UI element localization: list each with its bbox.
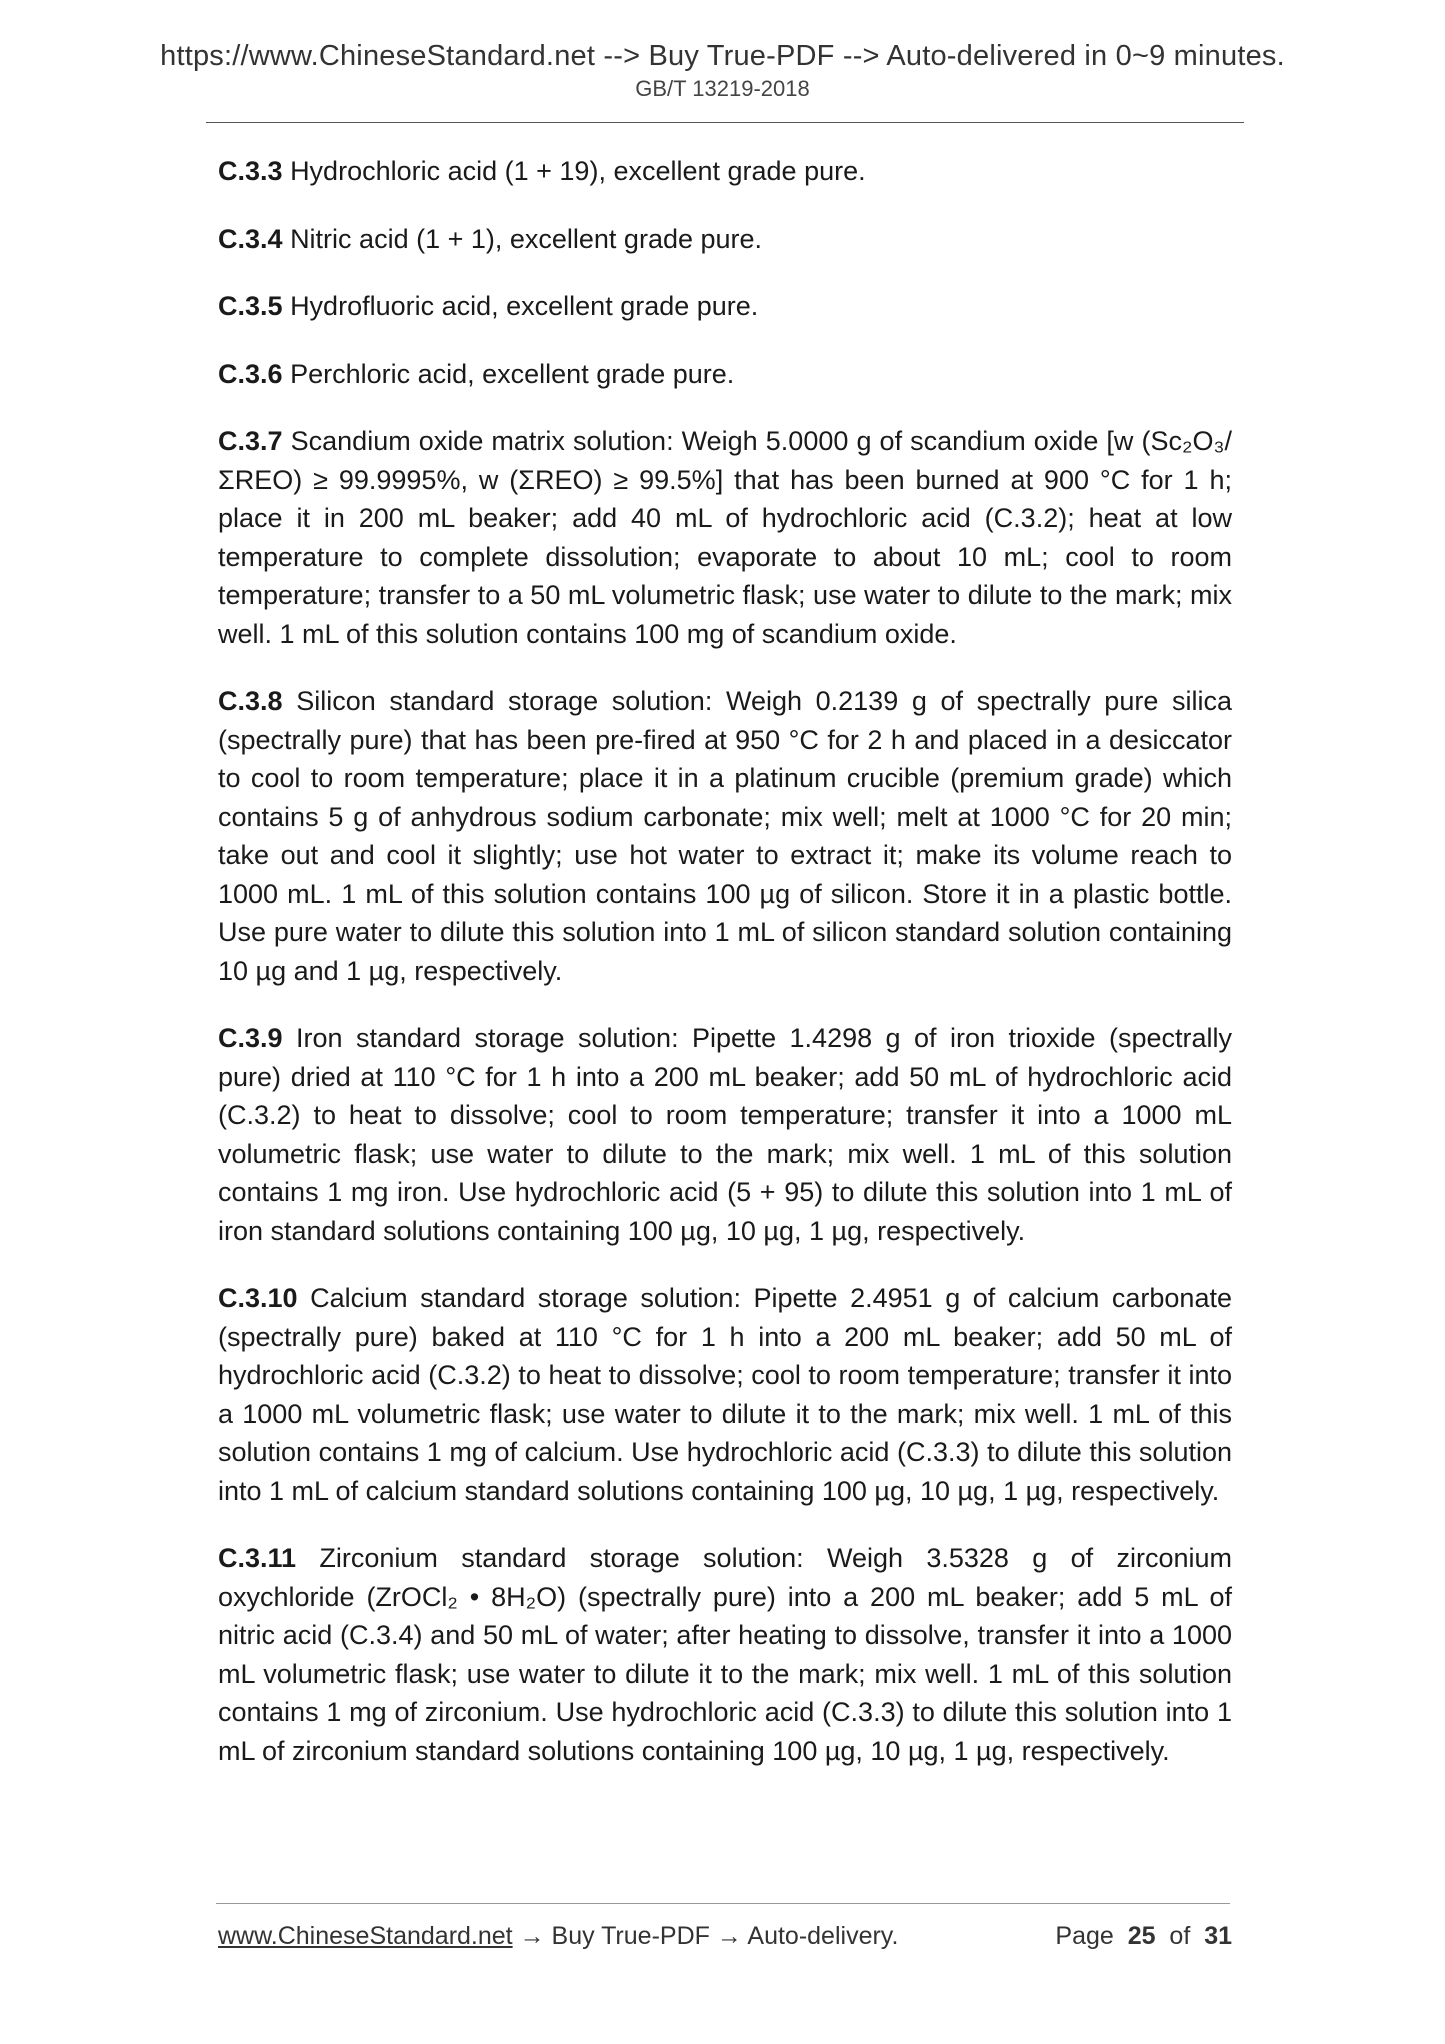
clause-text: Hydrofluoric acid, excellent grade pure.	[290, 291, 759, 321]
footer-site-link[interactable]: www.ChineseStandard.net	[218, 1922, 513, 1950]
clause-number: C.3.9	[218, 1023, 283, 1053]
page-number: 25	[1127, 1922, 1156, 1950]
footer-divider	[216, 1903, 1230, 1904]
document-body	[218, 152, 1232, 1799]
clause-c-3-8	[218, 682, 1232, 990]
clause-text: Zirconium standard storage solution: Weigh 3.5328 g of zirconium oxychloride (ZrOCl₂ • 8H₂O) (spectrally pure) into a 200 mL beaker; add 5 mL of nitric acid (C.3.4) and 50 mL of water; after heating to dissolve, transfer it into a 1000 mL volumetric flask; use water to dilute it to the mark; mix well. 1 mL of this solution contains 1 mg of zirconium. Use hydrochloric acid (C.3.3) to dilute this solution into 1 mL of zirconium standard solutions containing 100 µg, 10 µg, 1 µg, respectively.	[218, 1543, 1232, 1766]
document-code: GB/T 13219-2018	[635, 76, 810, 101]
clause-c-3-11	[218, 1539, 1232, 1770]
clause-text: Perchloric acid, excellent grade pure.	[290, 358, 735, 389]
clause-number: C.3.5	[218, 291, 283, 321]
clause-c-3-7	[218, 422, 1232, 653]
clause-number: C.3.3	[218, 156, 283, 186]
clause-c-3-4	[218, 220, 1232, 259]
clause-number: C.3.4	[218, 223, 283, 254]
clause-number: C.3.10	[218, 1283, 298, 1313]
clause-text: Scandium oxide matrix solution: Weigh 5.0000 g of scandium oxide [w (Sc₂O₃/ΣREO) ≥ 99.9995%, w (ΣREO) ≥ 99.5%] that has been burned at 900 °C for 1 h; place it in 200 mL beaker; add 40 mL of hydrochloric acid (C.3.2); heat at low temperature to complete dissolution; evaporate to about 10 mL; cool to room temperature; transfer to a 50 mL volumetric flask; use water to dilute to the mark; mix well. 1 mL of this solution contains 100 mg of scandium oxide.	[218, 426, 1232, 649]
clause-text: Silicon standard storage solution: Weigh 0.2139 g of spectrally pure silica (spectrally pure) that has been pre-fired at 950 °C for 2 h and placed in a desiccator to cool to room temperature; place it in a platinum crucible (premium grade) which contains 5 g of anhydrous sodium carbonate; mix well; melt at 1000 °C for 20 min; take out and cool it slightly; use hot water to extract it; make its volume reach to 1000 mL. 1 mL of this solution contains 100 µg of silicon. Store it in a plastic bottle. Use pure water to dilute this solution into 1 mL of silicon standard solution containing 10 µg and 1 µg, respectively.	[218, 686, 1232, 986]
clause-number: C.3.6	[218, 358, 283, 389]
clause-text: Hydrochloric acid (1 + 19), excellent grade pure.	[290, 156, 866, 186]
clause-text: Iron standard storage solution: Pipette 1.4298 g of iron trioxide (spectrally pure) dried at 110 °C for 1 h into a 200 mL beaker; add 50 mL of hydrochloric acid (C.3.2) to heat to dissolve; cool to room temperature; transfer it into a 1000 mL volumetric flask; use water to dilute to the mark; mix well. 1 mL of this solution contains 1 mg iron. Use hydrochloric acid (5 + 95) to dilute this solution into 1 mL of iron standard solutions containing 100 µg, 10 µg, 1 µg, respectively.	[218, 1023, 1232, 1246]
of-label: of	[1169, 1922, 1191, 1950]
clause-c-3-10	[218, 1279, 1232, 1510]
clause-c-3-5	[218, 287, 1232, 326]
header-divider	[206, 122, 1244, 123]
clause-number: C.3.8	[218, 686, 283, 716]
footer-tagline-text: → Buy True-PDF → Auto-delivery.	[512, 1922, 899, 1950]
total-pages: 31	[1204, 1922, 1232, 1950]
footer-tagline	[218, 1922, 898, 1951]
clause-c-3-3	[218, 152, 1232, 191]
clause-text: Nitric acid (1 + 1), excellent grade pure.	[290, 223, 763, 254]
clause-c-3-6	[218, 355, 1232, 394]
clause-text: Calcium standard storage solution: Pipette 2.4951 g of calcium carbonate (spectrally pure) baked at 110 °C for 1 h into a 200 mL beaker; add 50 mL of hydrochloric acid (C.3.2) to heat to dissolve; cool to room temperature; transfer it into a 1000 mL volumetric flask; use water to dilute it to the mark; mix well. 1 mL of this solution contains 1 mg of calcium. Use hydrochloric acid (C.3.3) to dilute this solution into 1 mL of calcium standard solutions containing 100 µg, 10 µg, 1 µg, respectively.	[218, 1283, 1232, 1506]
source-banner: https://www.ChineseStandard.net --> Buy True-PDF --> Auto-delivered in 0~9 minutes.	[160, 40, 1285, 72]
clause-number: C.3.11	[218, 1543, 297, 1573]
clause-c-3-9	[218, 1019, 1232, 1250]
clause-number: C.3.7	[218, 426, 283, 456]
page-indicator	[1055, 1922, 1232, 1951]
page-label: Page	[1055, 1922, 1114, 1950]
